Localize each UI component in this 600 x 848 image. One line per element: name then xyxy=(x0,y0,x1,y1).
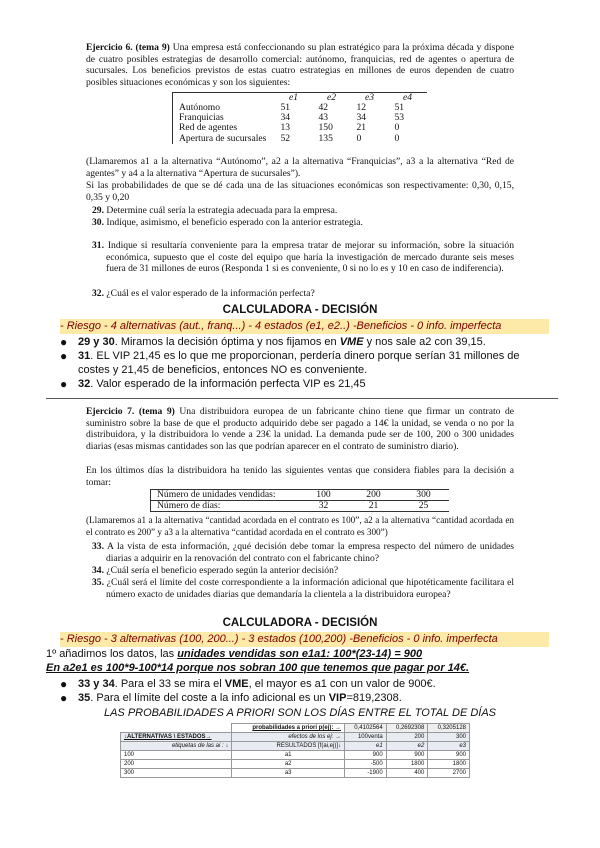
table-row: 200 a2 -500 1800 1800 xyxy=(121,760,470,769)
bullet-icon: ● xyxy=(60,377,68,391)
calculator-heading: CALCULADORA - DECISIÓN xyxy=(222,304,378,316)
answer-31: ● 31. EL VIP 21,45 es lo que me proporcionan, perdería dinero porque serían 31 millones de costes y 21,45 de beneficios, entonces NO es conveniente. xyxy=(60,349,520,376)
cost-explanation: En a2e1 es 100*9-100*14 porque nos sobran 100 que tenemos que pagar por 14€. xyxy=(46,662,470,674)
ex6-q29: 29. Determine cuál sería la estrategia adecuada para la empresa. xyxy=(92,205,338,216)
table-row: Franquicias 34 43 34 53 xyxy=(179,112,405,124)
ex6-title: Ejercicio 6. (tema 9) xyxy=(86,42,170,53)
ex6-intro xyxy=(86,42,514,88)
data-entry-note: 1º añadimos los datos, las unidades vendidas son e1a1: 100*(23-14) = 900 xyxy=(46,648,423,660)
ex7-legend: (Llamaremos a1 a la alternativa “cantidad acordada en el contrato es 100”, a2 a la alternativa “cantidad acordada en el contrato es 200” y a3 a la alternativa “cantidad acordada en el contrato es 300”) xyxy=(86,515,514,537)
ex7-intro-text: Una distribuidora europea de un fabricante chino tiene que firmar un contrato de suministro sobre la base de que el producto adquirido debe ser pagado a 14€ la unidad, se venda o no por la distribuidora, y la distribuidora lo vende a 23€ la unidad. La demanda pude ser de 100, 200 o 300 unidades diarias (esas mismas cantidades son las que podrían aparecer en el contrato de suministro diario). xyxy=(86,406,514,452)
bullet-icon: ● xyxy=(60,691,68,705)
ex7-title: Ejercicio 7. (tema 9) xyxy=(86,406,175,417)
calculator-summary: - Riesgo - 4 alternativas (aut., franq...) - 4 estados (e1, e2..) -Beneficios - 0 info. imperfecta xyxy=(60,319,549,334)
ex6-table xyxy=(172,92,427,144)
ex7-intro xyxy=(86,406,514,452)
priors-note: LAS PROBABILIDADES A PRIORI SON LOS DÍAS ENTRE EL TOTAL DE DÍAS xyxy=(103,707,497,719)
table-row: Red de agentes 13 150 21 0 xyxy=(179,122,400,134)
ex6-q32: 32. ¿Cuál es el valor esperado de la información perfecta? xyxy=(92,288,315,299)
bullet-icon: ● xyxy=(60,677,68,691)
ex6-legend: (Llamaremos a1 a la alternativa “Autónomo”, a2 a la alternativa “Franquicias”, a3 a la alternativa “Red de agentes” y a4 a la alternativa “Apertura de sucursales”). xyxy=(86,156,514,179)
table-row: 100 a1 900 900 900 xyxy=(121,751,470,760)
ex6-probs: Si las probabilidades de que se dé cada una de las situaciones económicas son respectivamente: 0,30, 0,15, 0,35 y 0,20 xyxy=(86,180,514,203)
table-row: probabilidades a priori p(ej): → 0,4102564 0,2692308 0,3205128 xyxy=(121,724,470,733)
ex7-q33: 33. A la vista de esta información, ¿qué decisión debe tomar la empresa respecto del número de unidades diarias a adquirir en la renovación del contrato con el fabricante chino? xyxy=(92,541,514,564)
ex7-q35: 35. ¿Cuál será el límite del coste correspondiente a la información adicional que hipotéticamente facilitara el número exacto de unidades diarias que demandaría la clientela a la distribuidora europea? xyxy=(92,577,515,600)
table-row: Número de unidades vendidas: 100 200 300 xyxy=(151,490,449,501)
table-row: Apertura de sucursales 52 135 0 0 xyxy=(179,132,400,144)
answer-29-30: ● 29 y 30. Miramos la decisión óptima y nos fijamos en VME y nos sale a2 con 39,15. xyxy=(60,335,486,349)
ex7-table xyxy=(150,489,449,512)
answer-35: ● 35. Para el límite del coste a la info adicional es un VIP=819,2308. xyxy=(60,691,402,705)
bullet-icon: ● xyxy=(60,349,68,363)
results-sheet xyxy=(120,723,470,778)
ex7-q34: 34. ¿Cuál sería el beneficio esperado según la anterior decisión? xyxy=(92,565,339,576)
ex6-intro-text: Una empresa está confeccionando su plan estratégico para la próxima década y dispone de cuatro posibles estrategias de desarrollo comercial: autónomo, franquicias, red de agentes o apertura de sucursales. Los beneficios previstos de estas cuatro estrategias en millones de euros dependen de cuatro posibles situaciones económicas y son los siguientes: xyxy=(86,42,514,88)
section-divider xyxy=(46,398,558,399)
ex7-intro2: En los últimos días la distribuidora ha tenido las siguientes ventas que considera fiables para la decisión a tomar: xyxy=(86,465,514,488)
bullet-icon: ● xyxy=(60,335,68,349)
table-row: ↓ALTERNATIVAS \ ESTADOS→ efectos de los ej: → 100venta 200 300 xyxy=(121,733,470,742)
answer-32: ● 32. Valor esperado de la información perfecta VIP es 21,45 xyxy=(60,377,366,391)
table-row: e1 e2 e3 e4 xyxy=(288,92,413,103)
table-row: Número de días: 32 21 25 xyxy=(157,500,429,511)
calculator-heading: CALCULADORA - DECISIÓN xyxy=(222,617,378,629)
table-row: etiquetas de las ai : ↓ RESULTADOS [f(ai,ej)]↓ e1 e2 e3 xyxy=(121,742,470,751)
ex6-q31: 31. Indique si resultaría conveniente para la empresa tratar de mejorar su información, sobre la situación económica, supuesto que el coste del equipo que haría la investigación de mercado durante seis meses fuera de 31 millones de euros (Responda 1 si es conveniente, 0 si no lo es y 10 en caso de indiferencia). xyxy=(92,240,514,275)
table-row: 300 a3 -1900 400 2700 xyxy=(121,769,470,778)
answer-33-34: ● 33 y 34. Para el 33 se mira el VME, el mayor es a1 con un valor de 900€. xyxy=(60,677,436,691)
table-row: Autónomo 51 42 12 51 xyxy=(179,102,405,114)
calculator-summary: - Riesgo - 3 alternativas (100, 200...) - 3 estados (100,200) -Beneficios - 0 info. imperfecta xyxy=(60,632,549,647)
ex6-q30: 30. Indique, asimismo, el beneficio esperado con la anterior estrategia. xyxy=(92,217,363,228)
